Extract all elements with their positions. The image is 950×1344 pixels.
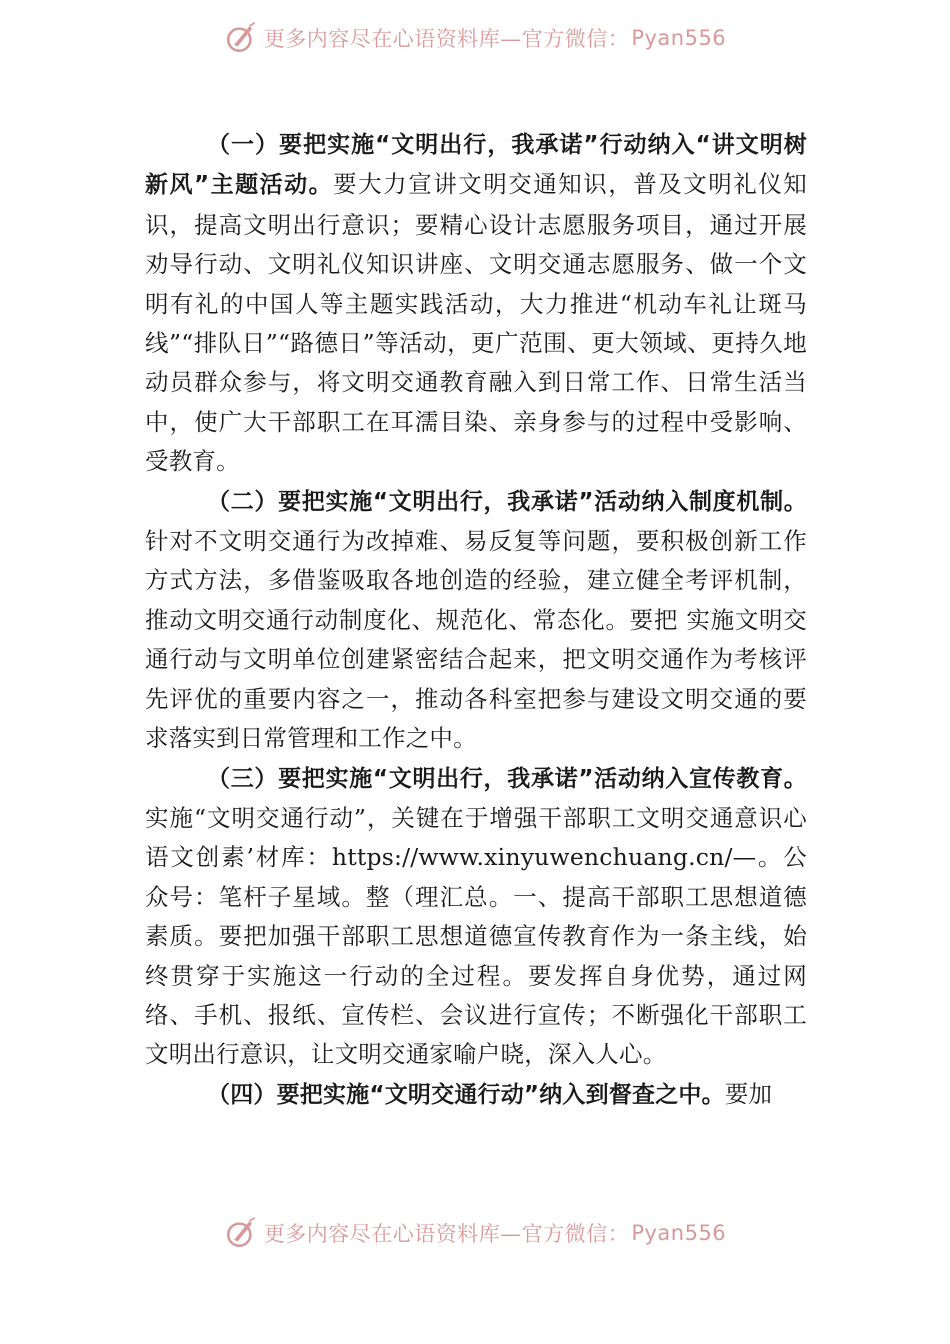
banner-wechat-id: Pyan556 xyxy=(631,26,727,50)
section-1-heading: （一）要把实施“文明出行，我承诺”行动纳入“讲文明树新风”主题活动。 xyxy=(145,132,807,199)
section-3-body: 实施“文明交通行动”，关键在于增强干部职工文明交通意识心语文创素’材库：https://www.xinyuwenchuang.cn/—。公众号：笔杆子星域。整（理汇总。一、提高干部职工思想道德素质。要把加强干部职工思想道德宣传教育作为一条主线，始终贯穿于实施这一行动的全过程。要发挥自身优势，通过网络、手机、报纸、宣传栏、会议进行宣传；不断强化干部职工文明出行意识，让文明交通家喻户晓，深入人心。 xyxy=(145,803,807,1069)
banner-text: 更多内容尽在心语资料库—官方微信： xyxy=(263,1222,630,1246)
banner-text: 更多内容尽在心语资料库—官方微信： xyxy=(263,27,630,51)
section-2-heading: （二）要把实施“文明出行，我承诺”活动纳入制度机制。 xyxy=(207,488,807,515)
section-2 xyxy=(145,482,807,759)
section-4-body: 要加 xyxy=(724,1079,773,1108)
footer-banner xyxy=(0,1213,950,1253)
section-4 xyxy=(145,1075,807,1115)
header-banner xyxy=(0,18,950,58)
quill-seal-icon xyxy=(224,1216,258,1250)
section-1-body: 要大力宣讲文明交通知识，普及文明礼仪知识，提高文明出行意识；要精心设计志愿服务项目，通过开展劝导行动、文明礼仪知识讲座、文明交通志愿服务、做一个文明有礼的中国人等主题实践活动，大力推进“机动车礼让斑马线”“排队日”“路德日”等活动，更广范围、更大领域、更持久地动员群众参与，将文明交通教育融入到日常工作、日常生活当中，使广大干部职工在耳濡目染、亲身参与的过程中受影响、受教育。 xyxy=(145,170,807,476)
quill-seal-icon xyxy=(224,21,258,55)
section-3 xyxy=(145,759,807,1075)
section-2-body: 针对不文明交通行为改掉难、易反复等问题，要积极创新工作方式方法，多借鉴吸取各地创造的经验，建立健全考评机制，推动文明交通行动制度化、规范化、常态化。要把 实施文明交通行动与文明单位创建紧密结合起来，把文明交通作为考核评先评优的重要内容之一，推动各科室把参与建设文明交通的要求落实到日常管理和工作之中。 xyxy=(145,527,807,753)
section-3-heading: （三）要把实施“文明出行，我承诺”活动纳入宣传教育。 xyxy=(207,765,807,792)
section-1 xyxy=(145,125,807,482)
document-body xyxy=(145,125,807,1115)
banner-wechat-id: Pyan556 xyxy=(631,1221,727,1245)
section-4-heading: （四）要把实施“文明交通行动”纳入到督查之中。 xyxy=(207,1081,725,1108)
